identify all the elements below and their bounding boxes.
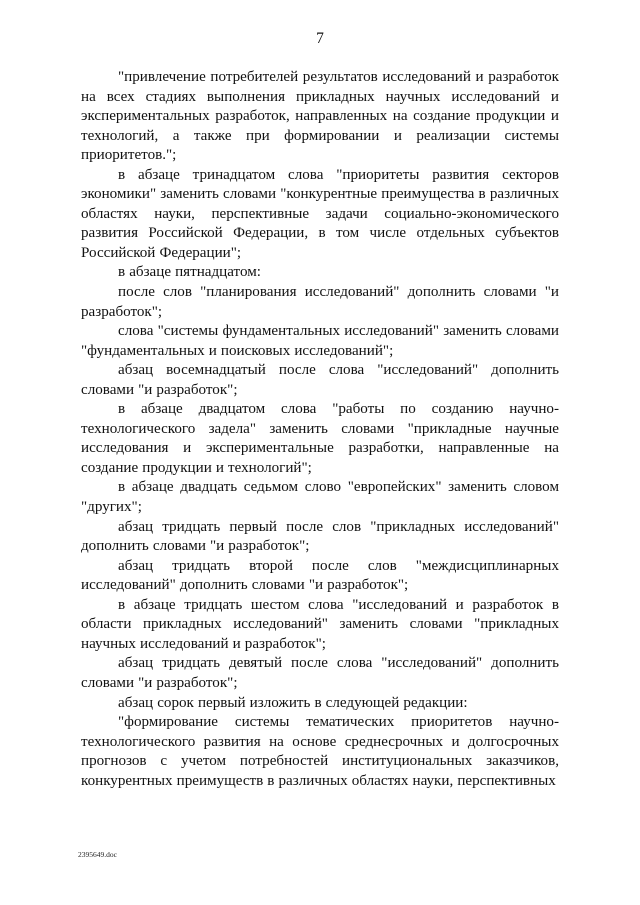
paragraph-1: "привлечение потребителей результатов исследований и разработок на всех стадиях выполнения прикладных научных исследований и экспериментальных разработок, направленных на создание продукции и технологий, а также при формировании и реализации системы приоритетов."; [81,69,559,164]
paragraph-10: абзац тридцать второй после слов "междисциплинарных исследований" дополнить словами "и разработок"; [81,557,559,594]
paragraph-11: в абзаце тридцать шестом слова "исследований и разработок в области прикладных исследований" заменить словами "прикладных научных исследований и разработок"; [81,596,559,652]
document-body [81,68,559,791]
paragraph-14: "формирование системы тематических приоритетов научно-технологического развития на основе среднесрочных и долгосрочных прогнозов с учетом потребностей институциональных заказчиков, конкурентных преимуществ в различных областях науки, перспективных [81,714,559,789]
paragraph-13: абзац сорок первый изложить в следующей редакции: [118,694,468,711]
paragraph-12: абзац тридцать девятый после слова "исследований" дополнить словами "и разработок"; [81,655,559,691]
paragraph-9: абзац тридцать первый после слов "прикладных исследований" дополнить словами "и разработок"; [81,518,559,555]
paragraph-2: в абзаце тринадцатом слова "приоритеты развития секторов экономики" заменить словами "конкурентные преимущества в различных областях науки, перспективные задачи социально-экономического развития Российской Федерации, в том числе отдельных субъектов Российской Федерации"; [81,166,559,261]
paragraph-6: абзац восемнадцатый после слова "исследований" дополнить словами "и разработок"; [81,362,559,398]
paragraph-4: после слов "планирования исследований" дополнить словами "и разработок"; [81,284,559,320]
footer-filename: 2395649.doc [78,850,117,859]
paragraph-8: в абзаце двадцать седьмом слово "европейских" заменить словом "других"; [81,479,559,516]
paragraph-5: слова "системы фундаментальных исследований" заменить словами "фундаментальных и поисковых исследований"; [81,323,559,359]
paragraph-3: в абзаце пятнадцатом: [118,264,261,281]
paragraph-7: в абзаце двадцатом слова "работы по созданию научно-технологического задела" заменить словами "прикладные научные исследования и экспериментальные разработки, направленные на создание продукции и технологий"; [81,401,559,476]
page-number: 7 [316,30,324,47]
